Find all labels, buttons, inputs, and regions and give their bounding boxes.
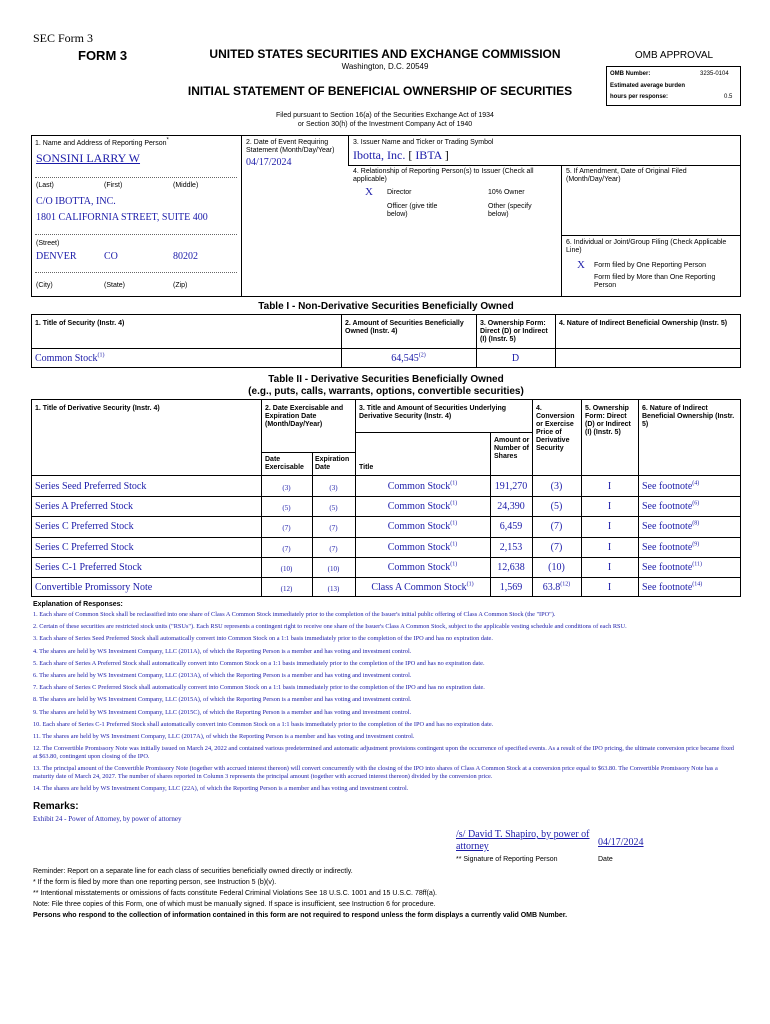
reporting-person-name[interactable]: SONSINI LARRY W bbox=[36, 151, 141, 165]
table2-title: Table II - Derivative Securities Beneficially Owned bbox=[268, 374, 504, 385]
signature-label: ** Signature of Reporting Person bbox=[456, 856, 558, 863]
omb-number: 3235-0104 bbox=[700, 71, 729, 77]
explanation-item: 7. Each share of Series C Preferred Stock shall automatically convert into Common Stock on a 1:1 basis immediately prior to the completion of the IPO and has no expiration date. bbox=[33, 684, 485, 692]
table1-title: Table I - Non-Derivative Securities Beneficially Owned bbox=[258, 301, 514, 312]
remarks-text: Exhibit 24 - Power of Attorney, by power of attorney bbox=[33, 815, 182, 823]
signature-date: 04/17/2024 bbox=[598, 837, 644, 848]
explanation-item: 1. Each share of Common Stock shall be reclassified into one share of Class A Common Stock immediately prior to the completion of the Issuer's initial public offering of Class A Common Stock (the "IPO"). bbox=[33, 611, 556, 618]
explanation-item: 14. The shares are held by WS Investment Company, LLC (22A), of which the Reporting Person is a member and has voting and investment control. bbox=[33, 785, 409, 793]
table2-cell-price: (7) bbox=[550, 521, 563, 533]
table2-cell-title: Series Seed Preferred Stock bbox=[35, 481, 147, 492]
sec-form-label: SEC Form 3 bbox=[33, 31, 94, 45]
explanation-item: 12. The Convertible Promissory Note was initially issued on March 24, 2022 and contained various predetermined and automatic adjustment provisions contingent upon the occurrence of specified events. As a result of the IPO pricing, the ultimate conversion price became fixed at $63.80, contingent upon closing of the IPO. bbox=[33, 745, 734, 761]
table2-cell-own: I bbox=[607, 582, 612, 593]
omb-approval-title: OMB APPROVAL bbox=[634, 50, 714, 61]
table2-h3: 3. Title and Amount of Securities Underlying Derivative Security (Instr. 4) bbox=[359, 405, 507, 420]
table2-cell-price: (10) bbox=[548, 561, 565, 573]
signature-name: /s/ David T. Shapiro, by power of attorney bbox=[456, 829, 590, 852]
omb-burden-label: Estimated average burden bbox=[610, 83, 686, 89]
footer-star: * If the form is filed by more than one reporting person, see Instruction 5 (b)(v). bbox=[33, 879, 277, 886]
explanation-title: Explanation of Responses: bbox=[33, 601, 123, 608]
explanation-item: 13. The principal amount of the Convertible Promissory Note (together with accrued interest thereon) will convert concurrently with the closing of the IPO into shares of Class A Common Stock at a conversion price equal to $63.80. The Convertible Promissory Note has a maturity date of March 24, 2027. The number of shares reported in Column 3 represents the principal amount (together with accrued interest thereon) divided by the conversion price. bbox=[33, 765, 718, 781]
table2-cell-own: I bbox=[607, 481, 612, 492]
box3-label: 3. Issuer Name and Ticker or Trading Symbol bbox=[353, 139, 494, 146]
table2-cell-nat: See footnote$^{(14)}$ bbox=[642, 581, 703, 593]
table2-cell-de: (3) bbox=[282, 484, 291, 492]
form-number: FORM 3 bbox=[78, 48, 128, 63]
table2-cell-own: I bbox=[607, 501, 612, 513]
table1-h4: 4. Nature of Indirect Beneficial Ownership (Instr. 5) bbox=[559, 320, 728, 327]
table2-cell-price: (5) bbox=[550, 501, 563, 513]
explanation-item: 10. Each share of Series C-1 Preferred Stock shall automatically convert into Common Stock on a 1:1 basis immediately prior to the completion of the IPO and has no expiration date. bbox=[33, 720, 494, 728]
table2-cell-de: (7) bbox=[282, 524, 291, 533]
city-label: (City) bbox=[36, 282, 53, 289]
table2-h3a: Title bbox=[359, 464, 374, 471]
address-line-1: C/O IBOTTA, INC. bbox=[36, 196, 116, 207]
box6-label: 6. Individual or Joint/Group Filing (Check Applicable Line) bbox=[566, 239, 727, 254]
table2-cell-nat: See footnote$^{(11)}$ bbox=[642, 561, 703, 573]
table1-row-amount: 64,545$^{(2)}$ bbox=[391, 352, 426, 364]
table2-h1: 1. Title of Derivative Security (Instr. 4) bbox=[35, 405, 160, 412]
last-label: (Last) bbox=[36, 182, 54, 189]
middle-label: (Middle) bbox=[173, 182, 199, 189]
box1-label: 1. Name and Address of Reporting Person* bbox=[35, 137, 169, 147]
table2-cell-de: (7) bbox=[282, 544, 291, 553]
one-person-check[interactable]: X bbox=[577, 259, 585, 271]
other-label: Other (specify below) bbox=[488, 203, 532, 218]
table1-row-title: Common Stock$^{(1)}$ bbox=[35, 352, 105, 364]
box4-label: 4. Relationship of Reporting Person(s) to Issuer (Check all applicable) bbox=[353, 168, 534, 183]
table2-cell-price: 63.8$^{(12)}$ bbox=[542, 581, 571, 593]
table1-h2: 2. Amount of Securities Beneficially Owned (Instr. 4) bbox=[345, 320, 464, 335]
table2-cell-st: Common Stock$^{(1)}$ bbox=[387, 521, 458, 533]
table2-h2a: Date Exercisable bbox=[265, 456, 304, 471]
table2-cell-amt: 2,153 bbox=[499, 541, 523, 553]
table2-cell-amt: 24,390 bbox=[497, 501, 525, 513]
table2-h6: 6. Nature of Indirect Beneficial Ownership (Instr. 5) bbox=[642, 405, 735, 428]
city-value: DENVER bbox=[36, 251, 77, 262]
director-check[interactable]: X bbox=[365, 186, 373, 198]
table2-cell-st: Common Stock$^{(1)}$ bbox=[387, 480, 458, 492]
officer-label: Officer (give title below) bbox=[387, 203, 438, 218]
agency-city: Washington, D.C. 20549 bbox=[341, 62, 429, 71]
more-person-label: Form filed by More than One Reporting Person bbox=[594, 274, 716, 289]
table2-cell-title: Series C Preferred Stock bbox=[35, 541, 134, 553]
remarks-title: Remarks: bbox=[33, 801, 79, 812]
table2-cell-price: (7) bbox=[550, 541, 563, 553]
table2-cell-amt: 1,569 bbox=[499, 582, 523, 593]
address-line-2: 1801 CALIFORNIA STREET, SUITE 400 bbox=[36, 212, 208, 223]
table2-cell-price: (3) bbox=[550, 481, 563, 492]
event-date: 04/17/2024 bbox=[246, 157, 292, 168]
table2-cell-st: Common Stock$^{(1)}$ bbox=[387, 561, 458, 573]
table2-cell-title: Series C Preferred Stock bbox=[35, 521, 134, 533]
table2-cell-own: I bbox=[607, 521, 612, 533]
ten-pct-owner-label: 10% Owner bbox=[488, 189, 525, 196]
agency-title: UNITED STATES SECURITIES AND EXCHANGE COMMISSION bbox=[209, 47, 561, 61]
one-person-label: Form filed by One Reporting Person bbox=[594, 262, 707, 269]
table2-cell-st: Class A Common Stock$^{(1)}$ bbox=[371, 581, 474, 593]
explanation-list bbox=[33, 611, 738, 798]
director-label: Director bbox=[387, 189, 412, 196]
explanation-item: 6. The shares are held by WS Investment Company, LLC (2013A), of which the Reporting Person is a member and has voting and investment control. bbox=[33, 671, 412, 679]
omb-number-label: OMB Number: bbox=[610, 71, 651, 77]
table2-cell-de: (5) bbox=[282, 504, 291, 513]
explanation-item: 2. Certain of these securities are restricted stock units ("RSUs"). Each RSU represents a contingent right to receive one share of the Issuer's Class A Common Stock, subject to the applicable vesting schedule and conditions of each RSU. bbox=[33, 623, 627, 631]
table2-cell-ed: (13) bbox=[327, 585, 340, 593]
footer-note: Note: File three copies of this Form, one of which must be manually signed. If space is insufficient, see Instruction 6 for procedure. bbox=[33, 901, 436, 908]
table2-cell-nat: See footnote$^{(8)}$ bbox=[642, 521, 700, 533]
table2-h4: 4. Conversion or Exercise Price of Derivative Security bbox=[536, 405, 575, 452]
state-value: CO bbox=[104, 251, 118, 262]
table2-h3b: Amount or Number of Shares bbox=[494, 437, 530, 460]
table2-cell-st: Common Stock$^{(1)}$ bbox=[387, 541, 458, 553]
table1-h1: 1. Title of Security (Instr. 4) bbox=[35, 320, 125, 327]
explanation-item: 4. The shares are held by WS Investment Company, LLC (2011A), of which the Reporting Person is a member and has voting and investment control. bbox=[33, 647, 412, 655]
omb-hours: 0.5 bbox=[724, 94, 733, 100]
table1-row-form: D bbox=[511, 353, 520, 364]
issuer-link[interactable]: Ibotta, Inc. bbox=[353, 148, 406, 162]
footer-double-star: ** Intentional misstatements or omissions of facts constitute Federal Criminal Violations See 18 U.S.C. 1001 and 15 U.S.C. 78ff(a). bbox=[33, 890, 437, 897]
table2-cell-nat: See footnote$^{(6)}$ bbox=[642, 500, 700, 513]
zip-value: 80202 bbox=[173, 251, 198, 262]
box5-label: 5. If Amendment, Date of Original Filed (Month/Day/Year) bbox=[566, 168, 687, 183]
first-label: (First) bbox=[104, 182, 123, 189]
table2-h2b: Expiration Date bbox=[315, 456, 350, 471]
table2-h5: 5. Ownership Form: Direct (D) or Indirect (I) (Instr. 5) bbox=[585, 405, 631, 436]
explanation-item: 5. Each share of Series A Preferred Stock shall automatically convert into Common Stock on a 1:1 basis immediately prior to the completion of the IPO and has no expiration date. bbox=[33, 659, 485, 667]
table2-cell-de: (10) bbox=[280, 564, 293, 573]
filed-pursuant-1: Filed pursuant to Section 16(a) of the Securities Exchange Act of 1934 bbox=[276, 112, 494, 119]
footer-persons: Persons who respond to the collection of information contained in this form are not required to respond unless the form displays a currently valid OMB Number. bbox=[33, 912, 568, 919]
table2-subtitle: (e.g., puts, calls, warrants, options, convertible securities) bbox=[248, 386, 524, 397]
signature-date-label: Date bbox=[598, 856, 613, 863]
table2-cell-title: Convertible Promissory Note bbox=[35, 582, 153, 593]
table2-cell-own: I bbox=[607, 541, 612, 553]
table2-cell-ed: (7) bbox=[329, 544, 338, 553]
table2-cell-amt: 12,638 bbox=[497, 561, 525, 573]
table2-cell-nat: See footnote$^{(4)}$ bbox=[642, 480, 700, 492]
explanation-item: 8. The shares are held by WS Investment Company, LLC (2015A), of which the Reporting Person is a member and has voting and investment control. bbox=[33, 696, 412, 704]
explanation-item: 9. The shares are held by WS Investment Company, LLC (2015C), of which the Reporting Person is a member and has voting and investment control. bbox=[33, 708, 412, 716]
table2-cell-st: Common Stock$^{(1)}$ bbox=[387, 500, 458, 513]
table2-cell-nat: See footnote$^{(9)}$ bbox=[642, 541, 700, 553]
table2-cell-amt: 191,270 bbox=[494, 481, 528, 492]
filed-pursuant-2: or Section 30(h) of the Investment Company Act of 1940 bbox=[297, 121, 473, 128]
omb-hours-label: hours per response: bbox=[610, 94, 669, 100]
table2-cell-ed: (7) bbox=[329, 524, 338, 533]
table1-h3: 3. Ownership Form: Direct (D) or Indirect (I) (Instr. 5) bbox=[480, 320, 548, 343]
table2-cell-amt: 6,459 bbox=[499, 521, 523, 533]
table2-h2: 2. Date Exercisable and Expiration Date (Month/Day/Year) bbox=[265, 405, 344, 428]
table2-cell-de: (12) bbox=[280, 585, 293, 593]
table2-cell-ed: (10) bbox=[327, 564, 340, 573]
state-label: (State) bbox=[104, 282, 126, 289]
table2-cell-title: Series A Preferred Stock bbox=[35, 501, 134, 513]
page-title: INITIAL STATEMENT OF BENEFICIAL OWNERSHIP OF SECURITIES bbox=[187, 84, 573, 98]
zip-label: (Zip) bbox=[173, 282, 188, 289]
explanation-item: 3. Each share of Series Seed Preferred Stock shall automatically convert into Common Stock on a 1:1 basis immediately prior to the completion of the IPO and has no expiration date. bbox=[33, 635, 493, 643]
table2-cell-title: Series C-1 Preferred Stock bbox=[35, 561, 142, 573]
table2-cell-ed: (5) bbox=[329, 504, 338, 513]
ticker-symbol: IBTA bbox=[415, 148, 442, 162]
street-label: (Street) bbox=[36, 240, 60, 247]
box2-label: 2. Date of Event Requiring Statement (Month/Day/Year) bbox=[246, 139, 335, 154]
explanation-item: 11. The shares are held by WS Investment Company, LLC (2017A), of which the Reporting Person is a member and has voting and investment control. bbox=[33, 732, 415, 740]
footer-reminder: Reminder: Report on a separate line for each class of securities beneficially owned directly or indirectly. bbox=[33, 868, 353, 875]
issuer-line: Ibotta, Inc. [ IBTA ] bbox=[353, 148, 449, 162]
table2-cell-own: I bbox=[607, 561, 612, 573]
table2-cell-ed: (3) bbox=[329, 484, 338, 492]
